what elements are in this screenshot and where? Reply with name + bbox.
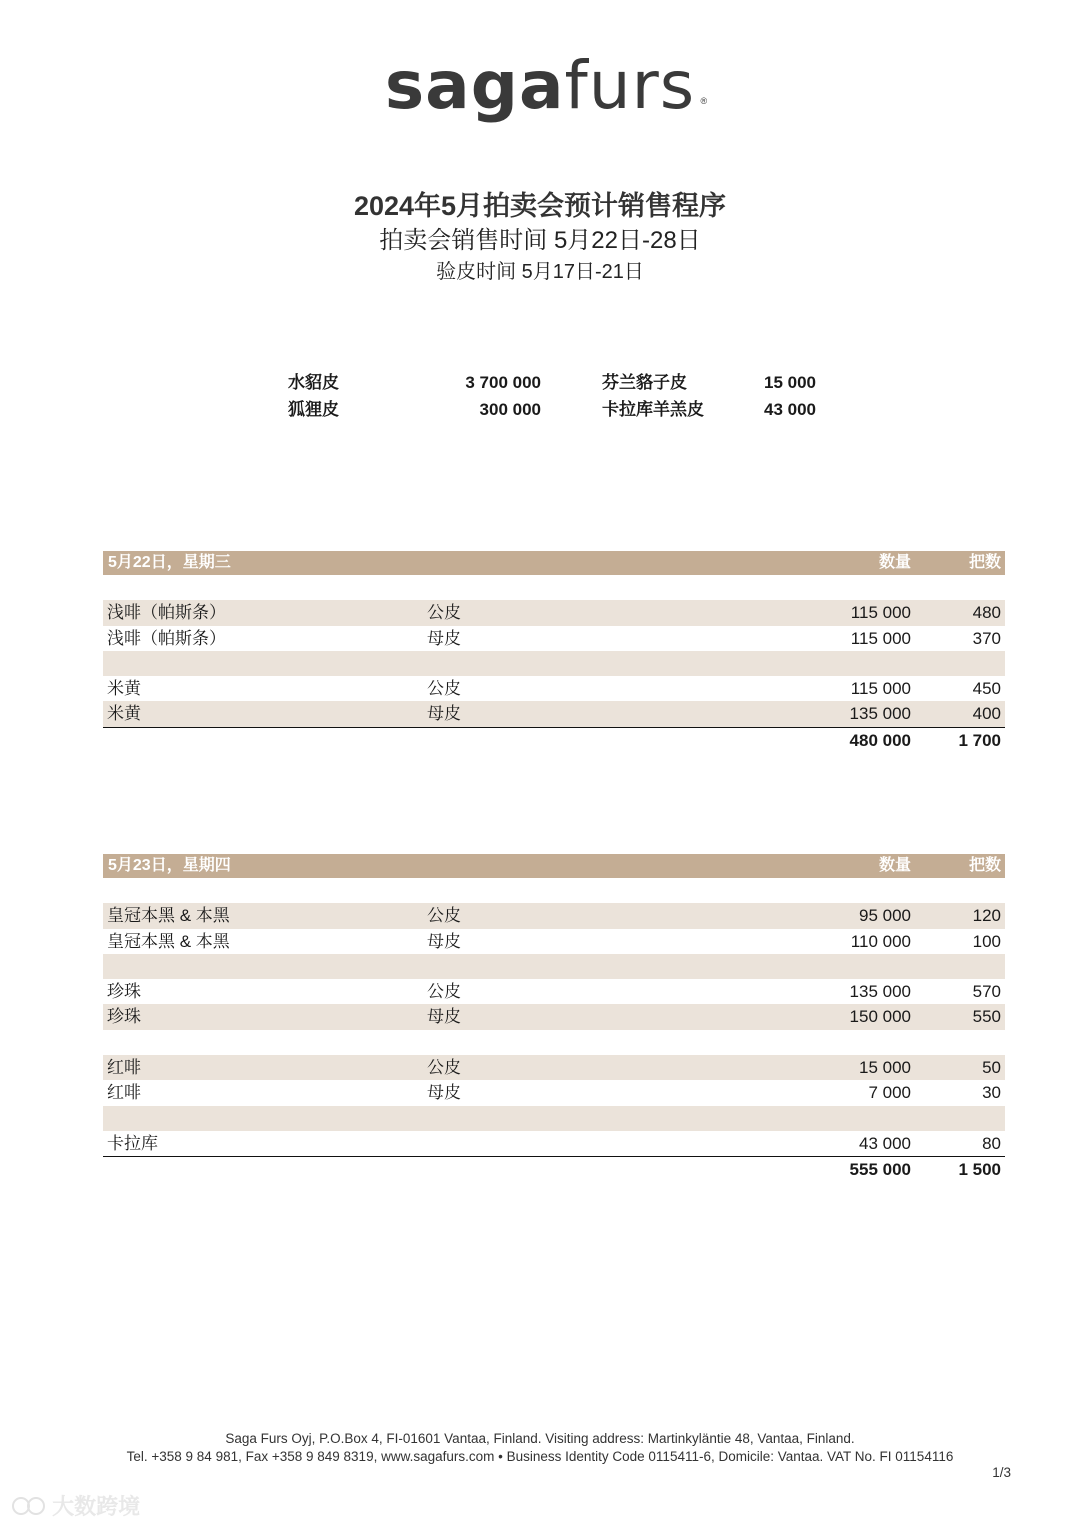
section-date: 5月22日，星期三 [108,554,231,571]
qty-cell: 43 000 [859,1133,911,1153]
type-cell: 米黄 [107,679,141,699]
lots-cell: 30 [982,1083,1001,1103]
qty-cell: 150 000 [849,1007,911,1027]
watermark [12,1490,140,1521]
lots-cell: 400 [972,704,1001,724]
summary-value: 43 000 [764,400,816,419]
type-cell: 浅啡（帕斯条） [107,628,226,648]
section-header [103,854,1005,878]
type-cell: 米黄 [107,704,141,724]
total-lots: 1 500 [958,1160,1001,1180]
table-row [103,1080,1005,1105]
qty-header: 数量 [878,554,911,571]
total-row [103,1157,1005,1182]
watermark-logo-icon [12,1495,46,1517]
qty-cell: 95 000 [859,906,911,926]
qty-cell: 15 000 [859,1058,911,1078]
footer-contact: Tel. +358 9 84 981, Fax +358 9 849 8319, www.sagafurs.com • Business Identity Code 0115411-6, Domicile: Vantaa. VAT No. FI 01154116 [126,1449,954,1464]
lots-cell: 480 [972,603,1001,623]
section-header [103,551,1005,575]
type-cell: 卡拉库 [107,1133,158,1153]
document-title: 2024年5月拍卖会预计销售程序 [353,191,727,221]
footer [0,1430,1080,1466]
spacer-row [103,575,1005,600]
lots-cell: 450 [972,679,1001,699]
lots-cell: 50 [982,1058,1001,1078]
qty-cell: 115 000 [850,679,911,699]
table-row [103,626,1005,651]
summary-row [288,370,848,397]
sex-cell: 公皮 [427,603,461,623]
summary-value: 300 000 [479,400,541,419]
lots-cell: 370 [972,628,1001,648]
total-row [103,728,1005,753]
quantity-summary [288,370,848,424]
summary-row [288,397,848,424]
lots-cell: 550 [972,1007,1001,1027]
sex-cell: 公皮 [427,679,461,699]
sex-cell: 公皮 [427,1058,461,1078]
qty-cell: 7 000 [868,1083,911,1103]
total-qty: 555 000 [849,1160,911,1180]
table-row [103,979,1005,1004]
sale-day-section [103,854,1005,1183]
sagafurs-logo [0,38,1080,134]
summary-value: 3 700 000 [465,373,541,392]
qty-cell: 135 000 [849,982,911,1002]
sex-cell: 母皮 [427,628,461,648]
table-row [103,903,1005,928]
logo-wordmark [384,38,708,134]
summary-value: 15 000 [764,373,816,392]
lots-cell: 570 [972,982,1001,1002]
page-number: 1/3 [992,1465,1011,1480]
sex-cell: 公皮 [427,982,461,1002]
sex-cell: 母皮 [427,704,461,724]
spacer-row [103,1030,1005,1055]
sex-cell: 母皮 [427,1007,461,1027]
table-row [103,1055,1005,1080]
qty-header: 数量 [878,857,911,874]
type-cell: 红啡 [107,1058,141,1078]
logo-furs: furs [564,47,696,124]
lots-cell: 80 [982,1133,1001,1153]
type-cell: 珍珠 [107,1007,141,1027]
spacer-row [103,954,1005,979]
summary-name: 水貂皮 [288,373,339,392]
lots-cell: 100 [972,931,1001,951]
sex-cell: 母皮 [427,931,461,951]
summary-name: 狐狸皮 [288,400,339,419]
total-qty: 480 000 [849,730,911,750]
table-row [103,701,1005,727]
table-row [103,1131,1005,1157]
qty-cell: 110 000 [850,931,911,951]
lots-header: 把数 [968,857,1001,874]
sale-day-section [103,551,1005,753]
table-row [103,929,1005,954]
type-cell: 红啡 [107,1083,141,1103]
section-date: 5月23日，星期四 [108,857,231,874]
summary-name: 卡拉库羊羔皮 [602,400,704,419]
type-cell: 皇冠本黑 & 本黑 [107,931,230,951]
logo-saga: saga [384,47,565,124]
type-cell: 珍珠 [107,982,141,1002]
total-lots: 1 700 [958,730,1001,750]
table-row [103,1004,1005,1029]
summary-name: 芬兰貉子皮 [602,373,687,392]
table-row [103,676,1005,701]
type-cell: 皇冠本黑 & 本黑 [107,906,230,926]
watermark-text: 大数跨境 [52,1494,141,1519]
lots-cell: 120 [972,906,1001,926]
sex-cell: 公皮 [427,906,461,926]
title-block [0,188,1080,286]
table-row [103,600,1005,625]
footer-address: Saga Furs Oyj, P.O.Box 4, FI-01601 Vantaa, Finland. Visiting address: Martinkyläntie 48, Vantaa, Finland. [225,1431,855,1446]
spacer-row [103,1106,1005,1131]
sex-cell: 母皮 [427,1083,461,1103]
auction-dates: 拍卖会销售时间 5月22日-28日 [379,227,701,254]
qty-cell: 115 000 [850,628,911,648]
inspection-dates: 验皮时间 5月17日-21日 [436,261,644,283]
qty-cell: 115 000 [850,603,911,623]
type-cell: 浅啡（帕斯条） [107,603,226,623]
lots-header: 把数 [968,554,1001,571]
qty-cell: 135 000 [849,704,911,724]
registered-mark: ® [700,96,708,106]
spacer-row [103,651,1005,676]
spacer-row [103,878,1005,903]
